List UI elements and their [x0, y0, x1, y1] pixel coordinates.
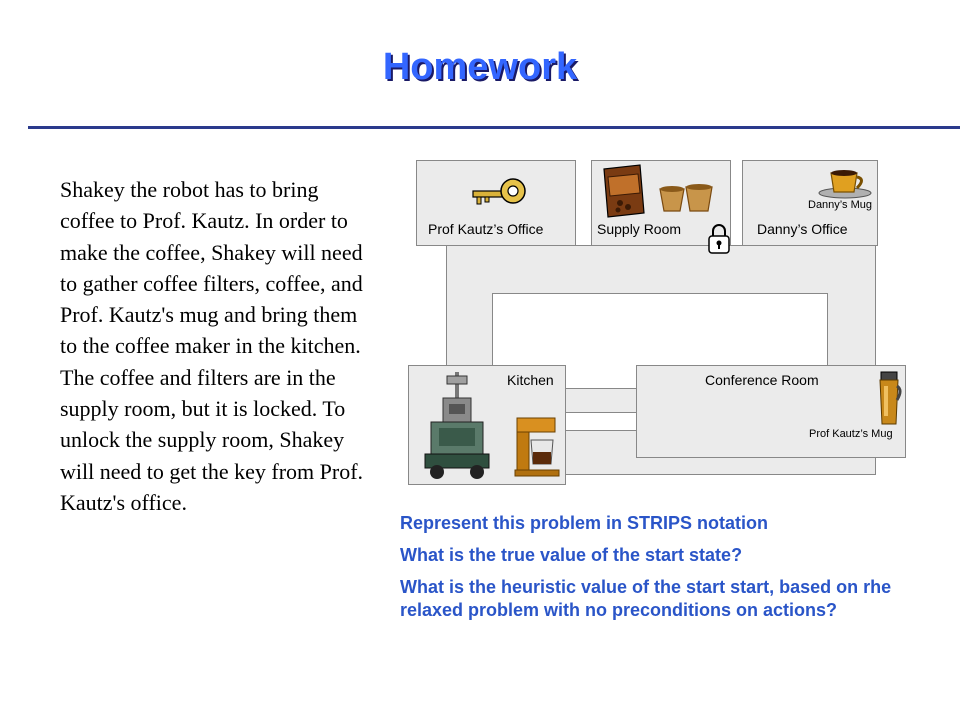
question-3: What is the heuristic value of the start start, based on rhe relaxed problem with no preconditions on actions? [400, 577, 892, 620]
question-1: Represent this problem in STRIPS notation [400, 513, 769, 533]
robot-icon [417, 370, 497, 482]
coffee-maker-icon [513, 416, 563, 478]
room-label-supply: Supply Room [597, 221, 682, 237]
slide-title: Homework [382, 46, 578, 88]
room-label-kitchen: Kitchen [507, 372, 554, 388]
room-danny-office [742, 160, 878, 246]
room-conference [636, 365, 906, 458]
questions-list [400, 512, 940, 631]
room-kitchen [408, 365, 566, 485]
title-divider [28, 126, 960, 129]
danny-mug-icon [817, 165, 873, 199]
corridor-connector [556, 388, 641, 413]
problem-description: Shakey the robot has to bring coffee to Prof. Kautz. In order to make the coffee, Shakey will need to gather coffee filters, coffee, and Prof. Kautz's mug and bring them to the coffee maker in the kitchen. The coffee and filters are in the supply room, but it is locked. To unlock the supply room, Shakey will need to get the key from Prof. Kautz's office. [60, 177, 364, 515]
coffee-filters-icon [656, 181, 716, 215]
room-label-conference: Conference Room [705, 372, 819, 388]
thermos-mug-icon [875, 370, 903, 426]
label-kautz-mug: Prof Kautz’s Mug [809, 428, 893, 440]
question-2: What is the true value of the start state? [400, 545, 743, 565]
padlock-icon [706, 222, 732, 256]
coffee-bag-icon [598, 163, 648, 219]
floor-plan [406, 160, 906, 490]
room-label-kautz-office: Prof Kautz’s Office [428, 221, 544, 237]
room-label-danny-office: Danny’s Office [757, 221, 848, 237]
room-kautz-office [416, 160, 576, 246]
key-icon [469, 171, 529, 211]
label-danny-mug: Danny’s Mug [808, 199, 872, 211]
